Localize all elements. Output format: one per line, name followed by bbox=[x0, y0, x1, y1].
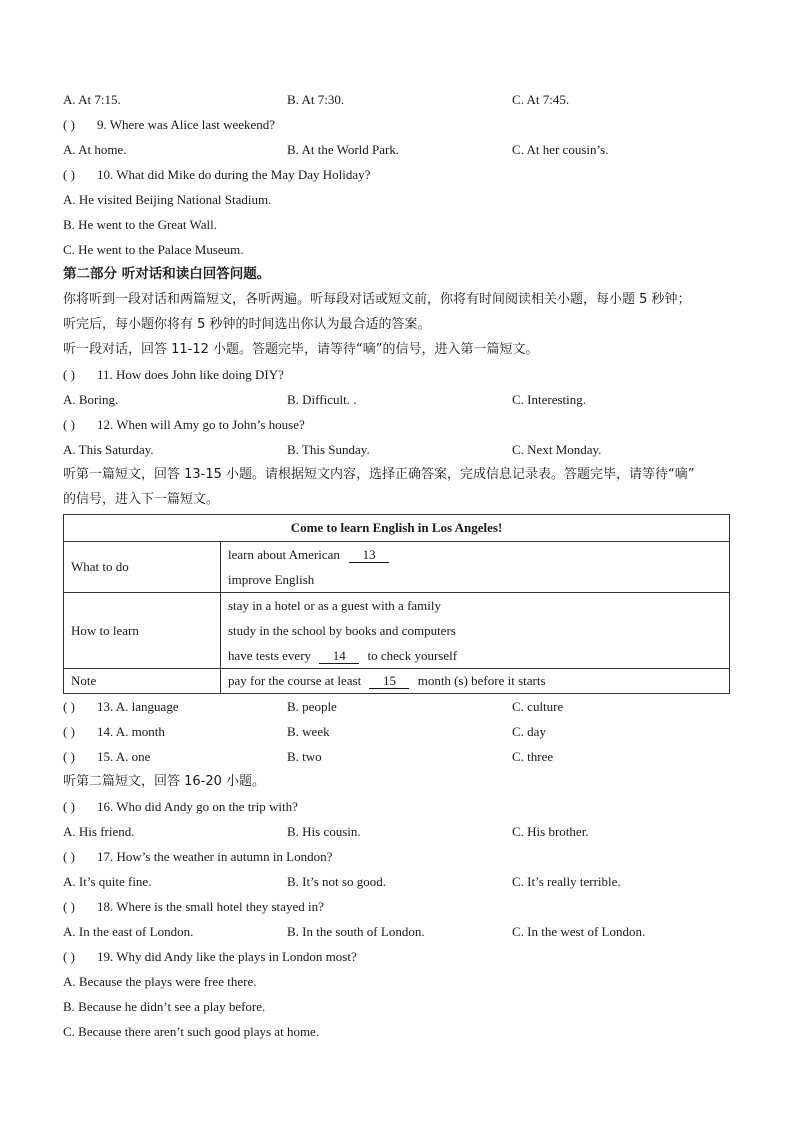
q16-stem-line bbox=[63, 794, 731, 819]
table-row-what-to-do bbox=[64, 542, 730, 593]
q14-line bbox=[63, 719, 731, 744]
q16-stem: 16. Who did Andy go on the trip with? bbox=[97, 799, 298, 814]
q8-option-b: B. At 7:30. bbox=[287, 92, 345, 107]
q8-option-c: C. At 7:45. bbox=[512, 92, 570, 107]
q9-option-c: C. At her cousin’s. bbox=[512, 142, 609, 157]
q11-option-b: B. Difficult. . bbox=[287, 392, 357, 407]
q17-stem: 17. How’s the weather in autumn in London? bbox=[97, 849, 333, 864]
q16-option-a: A. His friend. bbox=[63, 824, 135, 839]
q18-answer-bracket[interactable]: ( ) bbox=[63, 899, 75, 914]
table-row-note bbox=[64, 669, 730, 694]
q12-answer-bracket[interactable]: ( ) bbox=[63, 417, 75, 432]
q15-option-c: C. three bbox=[512, 749, 554, 764]
q9-stem-line bbox=[63, 112, 731, 137]
row-content-how-to-learn bbox=[221, 593, 730, 669]
note-line1b: month (s) before it starts bbox=[417, 673, 546, 688]
what-to-do-line1: learn about American bbox=[228, 547, 340, 562]
q10-option-b: B. He went to the Great Wall. bbox=[63, 217, 217, 232]
q16-answer-bracket[interactable]: ( ) bbox=[63, 799, 75, 814]
q13-option-c: C. culture bbox=[512, 699, 564, 714]
q15-option-b: B. two bbox=[287, 749, 322, 764]
q17-options bbox=[63, 869, 731, 894]
row-label-note: Note bbox=[64, 669, 221, 694]
passage2-intro: 听第二篇短文，回答 16-20 小题。 bbox=[63, 774, 266, 789]
q19-option-a: A. Because the plays were free there. bbox=[63, 974, 257, 989]
q15-answer-bracket[interactable]: ( ) bbox=[63, 749, 75, 764]
q17-option-b: B. It’s not so good. bbox=[287, 874, 386, 889]
blank-13[interactable]: 13 bbox=[349, 547, 389, 563]
q9-options bbox=[63, 137, 731, 162]
q13-stem: 13. A. language bbox=[97, 699, 179, 714]
q13-answer-bracket[interactable]: ( ) bbox=[63, 699, 75, 714]
q19-stem: 19. Why did Andy like the plays in London most? bbox=[97, 949, 357, 964]
q11-answer-bracket[interactable]: ( ) bbox=[63, 367, 75, 382]
q15-stem: 15. A. one bbox=[97, 749, 151, 764]
q19-option-b: B. Because he didn’t see a play before. bbox=[63, 999, 266, 1014]
q11-stem-line bbox=[63, 362, 731, 387]
q13-option-b: B. people bbox=[287, 699, 337, 714]
q9-option-b: B. At the World Park. bbox=[287, 142, 400, 157]
q8-option-a: A. At 7:15. bbox=[63, 92, 121, 107]
what-to-do-line2: improve English bbox=[228, 572, 315, 587]
q12-option-b: B. This Sunday. bbox=[287, 442, 370, 457]
blank-14[interactable]: 14 bbox=[319, 648, 359, 664]
q10-stem: 10. What did Mike do during the May Day Holiday? bbox=[97, 167, 371, 182]
part2-title: 第二部分 听对话和读白回答问题。 bbox=[63, 266, 271, 282]
q11-stem: 11. How does John like doing DIY? bbox=[97, 367, 284, 382]
how-to-learn-line3a: have tests every bbox=[228, 648, 312, 663]
q17-stem-line bbox=[63, 844, 731, 869]
q19-answer-bracket[interactable]: ( ) bbox=[63, 949, 75, 964]
q17-option-a: A. It’s quite fine. bbox=[63, 874, 152, 889]
row-label-what-to-do: What to do bbox=[64, 542, 221, 593]
q18-option-a: A. In the east of London. bbox=[63, 924, 194, 939]
q11-option-c: C. Interesting. bbox=[512, 392, 587, 407]
table-row-how-to-learn bbox=[64, 593, 730, 669]
q12-stem-line bbox=[63, 412, 731, 437]
q9-stem: 9. Where was Alice last weekend? bbox=[97, 117, 276, 132]
exam-page bbox=[63, 87, 731, 1044]
q18-option-c: C. In the west of London. bbox=[512, 924, 646, 939]
q10-option-a: A. He visited Beijing National Stadium. bbox=[63, 192, 272, 207]
q14-stem: 14. A. month bbox=[97, 724, 165, 739]
part2-intro-line3: 听一段对话，回答 11-12 小题。答题完毕，请等待“嘀”的信号，进入第一篇短文。 bbox=[63, 342, 539, 357]
q16-options bbox=[63, 819, 731, 844]
how-to-learn-line2: study in the school by books and computers bbox=[228, 623, 456, 638]
q19-option-c: C. Because there aren’t such good plays at home. bbox=[63, 1024, 320, 1039]
q13-line bbox=[63, 694, 731, 719]
passage1-intro-line2: 的信号，进入下一篇短文。 bbox=[63, 492, 220, 507]
q10-answer-bracket[interactable]: ( ) bbox=[63, 167, 75, 182]
how-to-learn-line1: stay in a hotel or as a guest with a family bbox=[228, 598, 442, 613]
q12-option-a: A. This Saturday. bbox=[63, 442, 154, 457]
q11-option-a: A. Boring. bbox=[63, 392, 119, 407]
q11-options bbox=[63, 387, 731, 412]
q12-options bbox=[63, 437, 731, 462]
q9-option-a: A. At home. bbox=[63, 142, 127, 157]
q10-stem-line bbox=[63, 162, 731, 187]
row-label-how-to-learn: How to learn bbox=[64, 593, 221, 669]
q14-answer-bracket[interactable]: ( ) bbox=[63, 724, 75, 739]
q17-answer-bracket[interactable]: ( ) bbox=[63, 849, 75, 864]
q12-stem: 12. When will Amy go to John’s house? bbox=[97, 417, 305, 432]
q16-option-c: C. His brother. bbox=[512, 824, 589, 839]
q18-option-b: B. In the south of London. bbox=[287, 924, 425, 939]
part2-intro-line1: 你将听到一段对话和两篇短文，各听两遍。听每段对话或短文前，你将有时间阅读相关小题，每小题 5 秒钟； bbox=[63, 292, 691, 307]
q14-option-c: C. day bbox=[512, 724, 546, 739]
passage1-intro-line1: 听第一篇短文，回答 13-15 小题。请根据短文内容，选择正确答案，完成信息记录表。答题完毕，请等待“嘀” bbox=[63, 467, 695, 482]
q19-stem-line bbox=[63, 944, 731, 969]
q12-option-c: C. Next Monday. bbox=[512, 442, 602, 457]
q9-answer-bracket[interactable]: ( ) bbox=[63, 117, 75, 132]
q16-option-b: B. His cousin. bbox=[287, 824, 361, 839]
q15-line bbox=[63, 744, 731, 769]
q10-option-c: C. He went to the Palace Museum. bbox=[63, 242, 244, 257]
q8-options bbox=[63, 87, 731, 112]
q18-options bbox=[63, 919, 731, 944]
row-content-note bbox=[221, 669, 730, 694]
info-record-table bbox=[63, 514, 730, 694]
part2-intro-line2: 听完后，每小题你将有 5 秒钟的时间选出你认为最合适的答案。 bbox=[63, 317, 431, 332]
q18-stem-line bbox=[63, 894, 731, 919]
row-content-what-to-do bbox=[221, 542, 730, 593]
q18-stem: 18. Where is the small hotel they stayed in? bbox=[97, 899, 324, 914]
note-line1a: pay for the course at least bbox=[228, 673, 362, 688]
table-header: Come to learn English in Los Angeles! bbox=[64, 515, 730, 542]
how-to-learn-line3b: to check yourself bbox=[367, 648, 458, 663]
blank-15[interactable]: 15 bbox=[369, 673, 409, 689]
q17-option-c: C. It’s really terrible. bbox=[512, 874, 621, 889]
q14-option-b: B. week bbox=[287, 724, 330, 739]
